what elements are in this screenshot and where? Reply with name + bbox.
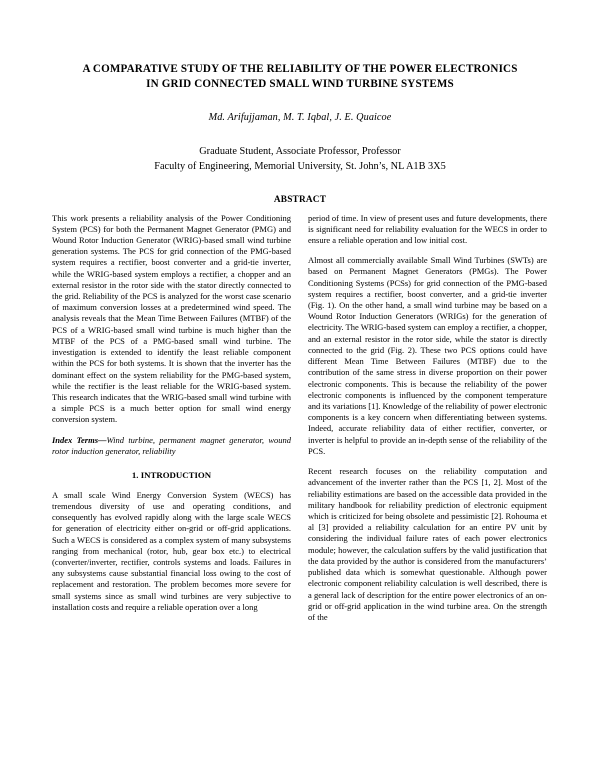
two-column-body [52,213,548,633]
index-terms-text: Wind turbine, permanent magnet generator, wound rotor induction generator, reliability [52,434,291,456]
affiliation [52,145,548,174]
section-1-heading: 1. INTRODUCTION [131,470,212,481]
right-paragraph-1: period of time. In view of present uses and future developments, there is significant need for reliability evaluation for the WECS in order to ensure a reliable operation and low initial cost. [308,212,547,245]
introduction-paragraph: A small scale Wind Energy Conversion System (WECS) has tremendous diversity of use and operating conditions, and consequently has evolved rapidly along with the large scale WECS for generation of electricity either on-grid or off-grid applications. Such a WECS is considered as a complex system of many subsystems ranging from mechanical (rotor, hub, gear box etc.) to electrical (converter/inverter, rectifier, controls systems and loads. Failures in any subsystems cause substantial financial loss owing to the cost of replacement and restoration. The problem becomes more severe for small systems since as small wind turbines are very subjective to installation costs and require a reliable operation over a long [52,489,291,612]
title-line-2: IN GRID CONNECTED SMALL WIND TURBINE SYSTEMS [146,77,454,90]
author-list: Md. Arifujjaman, M. T. Iqbal, J. E. Quaicoe [208,112,392,124]
affiliation-line-1: Graduate Student, Associate Professor, Professor [199,146,401,158]
abstract-text: This work presents a reliability analysis of the Power Conditioning System (PCS) for both the Permanent Magnet Generator (PMG) and Wound Rotor Induction Generator (WRIG)-based small wind turbine generation systems. The PCS for grid connection of the PMG-based system requires a rectifier, boost converter and a grid-tie inverter, while the WRIG-based system employs a rectifier, a chopper and an external resistor in the rotor side with the stator directly connected to the grid. Reliability of the PCS is analyzed for the worst case scenario of maximum conversion losses at a predetermined wind speed. The analysis reveals that the Mean Time Between Failures (MTBF) of the PCS of a WRIG-based small wind turbine is much higher than the MTBF of the PCS of a PMG-based small wind turbine. The investigation is extended to identify the least reliable component within the PCS for both systems. It is shown that the inverter has the dominant effect on the system reliability for the PMG-based system, while the rectifier is the least reliable for the WRIG-based system. This research indicates that the WRIG-based small wind turbine with a simple PCS is a much better option for small wind energy conversion system. [52,212,291,425]
right-column [308,213,547,633]
right-paragraph-2: Almost all commercially available Small Wind Turbines (SWTs) are based on Permanent Magnet Generators (PMGs). The Power Conditioning Systems (PCSs) for grid connection of the PMG-based system requires a rectifier, boost converter, and a grid-tie inverter (Fig. 1). On the other hand, a small wind turbine may be based on a Wound Rotor Induction Generators (WRIGs) for the generation of electricity. The WRIG-based system can employ a rectifier, a chopper, and an external resistor in the rotor side, while the stator is directly connected to the grid (Fig. 2). These two PCS options could have different Mean Time Between Failures (MTBF) due to the contribution of the same stress in diverse proportion on their power electronic components. This is because the reliability of the power electronic components is influenced by the component temperature and its variations [1]. Knowledge of the reliability of power electronic components is a key concern when differentiating between systems. Indeed, accurate reliability data of either rectifier, converter, or inverter is helpful to provide an in-depth sense of the reliability of the PCS. [308,255,547,456]
left-column [52,213,291,633]
index-terms [52,435,291,457]
right-paragraph-3: Recent research focuses on the reliability computation and advancement of the inverter rather than the PCS [1, 2]. Most of the reliability estimations are based on the accessible data provided in the military handbook for reliability prediction of electronic equipment which is criticized for being obsolete and pessimistic [2]. Rohouma et al [3] provided a reliability calculation for an entire PV unit by considering the individual failure rates of each power electronics module; however, the calculation suffers by the valid justification that the data provided by the author is considered from the manufacturers’ published data which is somewhat questionable. Although power electronic component reliability calculation is well described, there is a general lack of description for the entire power electronics of an on-grid or off-grid application in the wind turbine area. On the strength of the [308,466,547,622]
affiliation-line-2: Faculty of Engineering, Memorial University, St. John’s, NL A1B 3X5 [154,160,446,172]
page-title [56,62,544,91]
index-terms-label: Index Terms— [52,434,107,445]
title-line-1: A COMPARATIVE STUDY OF THE RELIABILITY OF THE POWER ELECTRONICS [82,63,518,75]
abstract-heading: ABSTRACT [273,194,327,205]
